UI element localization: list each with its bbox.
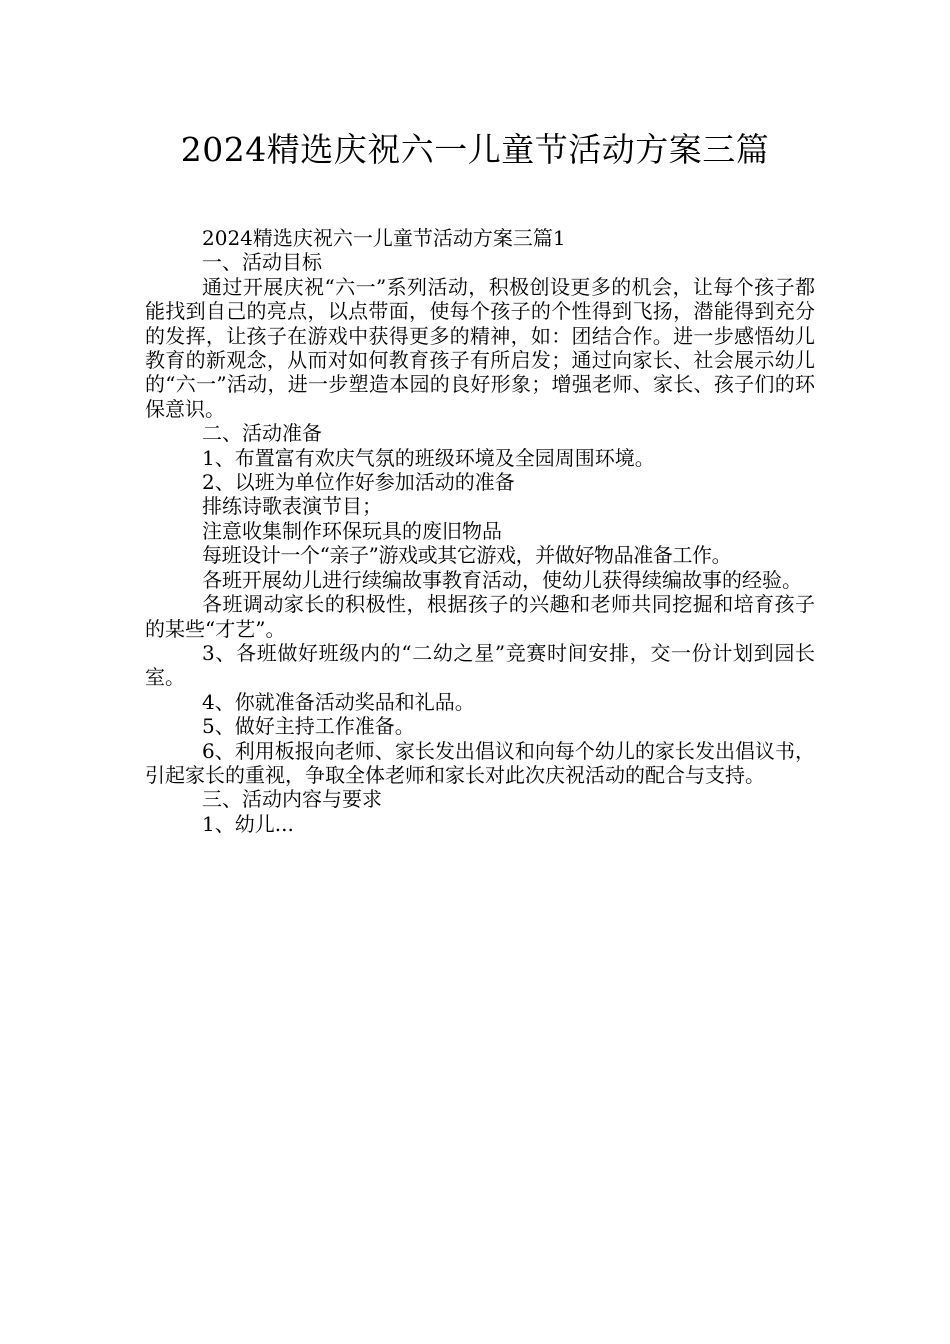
paragraph: 1、幼儿...	[202, 811, 294, 836]
paragraph: 2、以班为单位作好参加活动的准备	[202, 470, 515, 495]
section-heading: 三、活动内容与要求	[202, 787, 382, 812]
paragraph: 各班调动家长的积极性，根据孩子的兴趣和老师共同挖掘和培育孩子的某些“才艺”。	[145, 592, 815, 641]
paragraph: 通过开展庆祝“六一”系列活动，积极创设更多的机会，让每个孩子都能找到自己的亮点，以点带面，使每个孩子的个性得到飞扬，潜能得到充分的发挥，让孩子在游戏中获得更多的精神，如：团结合作。进一步感悟幼儿教育的新观念，从而对如何教育孩子有所启发；通过向家长、社会展示幼儿的“六一”活动，进一步塑造本园的良好形象；增强老师、家长、孩子们的环保意识。	[145, 274, 815, 421]
paragraph: 6、利用板报向老师、家长发出倡议和向每个幼儿的家长发出倡议书，引起家长的重视，争取全体老师和家长对此次庆祝活动的配合与支持。	[145, 738, 815, 787]
section-heading: 二、活动准备	[202, 421, 322, 446]
document-title: 2024精选庆祝六一儿童节活动方案三篇	[180, 130, 770, 169]
paragraph: 5、做好主持工作准备。	[202, 714, 415, 739]
section-heading: 2024精选庆祝六一儿童节活动方案三篇1	[202, 226, 566, 250]
paragraph: 注意收集制作环保玩具的废旧物品	[202, 518, 502, 543]
document-body	[145, 226, 815, 836]
paragraph: 4、你就准备活动奖品和礼品。	[202, 689, 475, 714]
paragraph: 每班设计一个“亲子”游戏或其它游戏，并做好物品准备工作。	[202, 543, 732, 568]
paragraph: 各班开展幼儿进行续编故事教育活动，使幼儿获得续编故事的经验。	[202, 567, 802, 592]
paragraph: 3、各班做好班级内的“二幼之星”竞赛时间安排，交一份计划到园长室。	[145, 640, 815, 690]
section-heading: 一、活动目标	[202, 250, 322, 275]
paragraph: 排练诗歌表演节目；	[202, 494, 382, 519]
paragraph: 1、布置富有欢庆气氛的班级环境及全园周围环境。	[202, 445, 655, 470]
